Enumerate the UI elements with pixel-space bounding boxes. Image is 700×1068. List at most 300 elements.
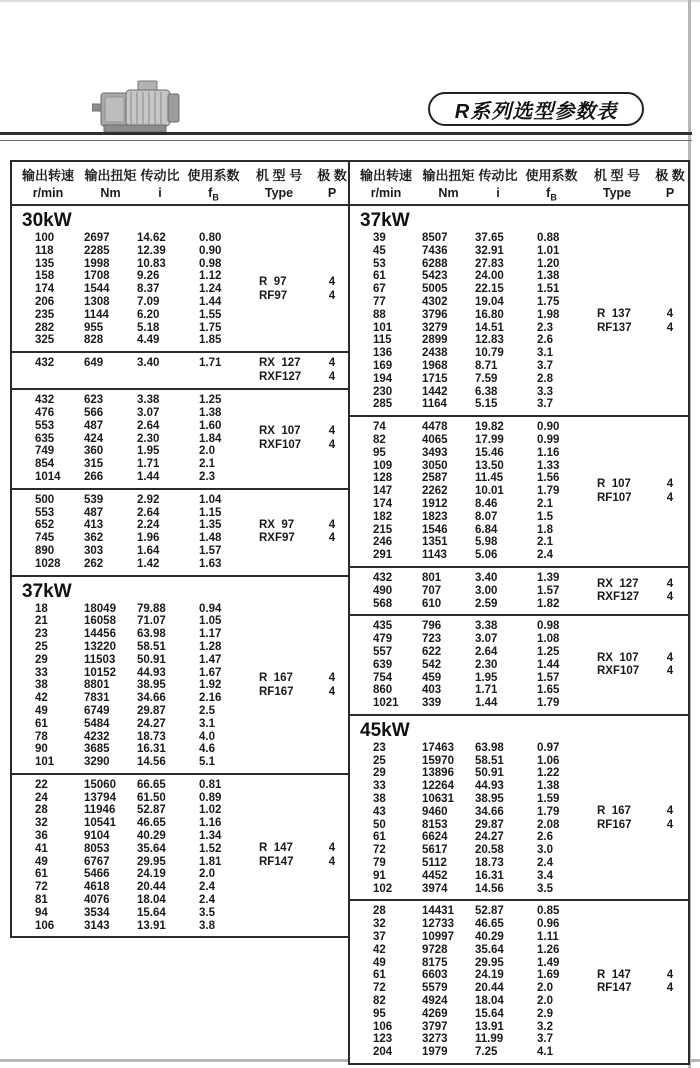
cell-torque: 649 (84, 357, 104, 370)
table-row (350, 857, 582, 870)
data-block (350, 206, 688, 417)
column-header-speed (12, 165, 84, 203)
cell-speed: 194 (373, 372, 393, 385)
cell-fb: 2.1 (199, 458, 215, 471)
table-row (350, 549, 582, 562)
table-row (350, 572, 582, 585)
data-block (350, 417, 688, 568)
column-header-poles (314, 165, 350, 203)
cell-ratio: 29.95 (137, 855, 166, 868)
table-row (350, 485, 582, 498)
cell-speed: 82 (373, 433, 386, 446)
power-section-heading: 37kW (360, 210, 410, 231)
cell-speed: 106 (35, 919, 55, 932)
cell-fb: 1.44 (199, 295, 222, 308)
type-entry (582, 652, 688, 666)
cell-fb: 1.51 (537, 283, 560, 296)
cell-speed: 61 (35, 868, 48, 881)
model-type-label: R 167 (597, 805, 631, 818)
cell-ratio: 5.15 (475, 398, 498, 411)
cell-speed: 118 (35, 244, 54, 257)
motor-body (126, 90, 170, 126)
type-entry (582, 665, 688, 679)
table-row (350, 931, 582, 944)
pole-count: 4 (328, 672, 336, 685)
table-row (12, 258, 244, 271)
cell-torque: 3273 (422, 1033, 448, 1046)
cell-fb: 2.9 (537, 1007, 553, 1020)
column-label-zh: 输出扭矩 (422, 168, 475, 184)
type-column (582, 905, 688, 1059)
cell-ratio: 3.38 (137, 394, 160, 407)
cell-speed: 45 (373, 244, 386, 257)
pole-count: 4 (328, 276, 336, 289)
cell-speed: 18 (35, 602, 48, 615)
cell-speed: 282 (35, 321, 55, 334)
table-row (350, 434, 582, 447)
table-row (12, 907, 244, 920)
cell-fb: 2.0 (537, 982, 553, 995)
data-rows (12, 394, 244, 484)
cell-ratio: 18.04 (137, 894, 166, 907)
data-block (350, 901, 688, 1063)
type-entry (244, 842, 350, 856)
cell-torque: 8507 (422, 232, 448, 244)
table-row (350, 659, 582, 672)
pole-count: 4 (328, 685, 336, 698)
cell-ratio: 24.27 (137, 717, 166, 730)
cell-ratio: 5.98 (475, 536, 498, 549)
column-unit: Nm (438, 186, 459, 201)
table-row (12, 420, 244, 433)
cell-speed: 1021 (373, 697, 399, 710)
table-row (12, 545, 244, 558)
cell-speed: 135 (35, 257, 55, 270)
cell-ratio: 15.64 (475, 1007, 504, 1020)
cell-fb: 1.49 (537, 956, 560, 969)
type-column (244, 494, 350, 571)
mounting-feet (104, 125, 166, 132)
cell-speed: 1028 (35, 557, 61, 570)
column-header-fb (183, 165, 244, 203)
data-block (12, 390, 350, 490)
cell-fb: 1.20 (537, 257, 560, 270)
cell-speed: 174 (373, 497, 393, 510)
cell-fb: 1.57 (537, 671, 560, 684)
cell-speed: 123 (373, 1033, 393, 1046)
cell-speed: 101 (373, 321, 393, 334)
cell-speed: 553 (35, 419, 55, 432)
cell-fb: 1.69 (537, 969, 560, 982)
cell-speed: 235 (35, 308, 55, 321)
cell-speed: 37 (373, 931, 386, 944)
cell-fb: 3.5 (537, 882, 553, 895)
cell-speed: 23 (35, 628, 48, 641)
table-row (350, 1033, 582, 1046)
cell-ratio: 12.83 (475, 334, 504, 347)
cell-torque: 14456 (84, 628, 116, 641)
cell-fb: 1.04 (199, 493, 222, 506)
table-row (12, 654, 244, 667)
cell-fb: 1.34 (199, 830, 222, 843)
table-row (350, 270, 582, 283)
type-entry (244, 532, 350, 546)
cell-ratio: 18.04 (475, 995, 504, 1008)
cell-fb: 0.89 (199, 791, 222, 804)
column-unit: Type (264, 186, 294, 201)
gearbox-cover (105, 97, 124, 122)
cell-ratio: 35.64 (137, 842, 166, 855)
type-entry (582, 308, 688, 322)
cell-ratio: 6.20 (137, 308, 160, 321)
cell-fb: 1.26 (537, 943, 560, 956)
type-entry (244, 290, 350, 304)
table-row (12, 718, 244, 731)
column-unit: i (158, 186, 162, 201)
cell-ratio: 1.71 (475, 684, 498, 697)
table-row (350, 944, 582, 957)
page-title: R系列选型参数表 (454, 100, 618, 123)
cell-fb: 1.71 (199, 357, 222, 370)
cell-torque: 4269 (422, 1007, 448, 1020)
table-row (350, 969, 582, 982)
cell-speed: 94 (35, 906, 48, 919)
cell-torque: 4478 (422, 421, 448, 434)
cell-ratio: 24.19 (475, 969, 504, 982)
data-rows (350, 905, 582, 1059)
data-rows (350, 620, 582, 710)
cell-ratio: 10.83 (137, 257, 166, 270)
table-row (350, 819, 582, 832)
type-entry (582, 492, 688, 506)
cell-ratio: 24.27 (475, 831, 504, 844)
cell-speed: 90 (35, 743, 48, 756)
cell-fb: 1.28 (199, 640, 222, 653)
cell-torque: 15970 (422, 754, 454, 767)
cell-torque: 3796 (422, 308, 448, 321)
cell-torque: 16058 (84, 615, 116, 628)
type-entry (582, 322, 688, 336)
column-header-torque (422, 165, 475, 203)
cell-torque: 303 (84, 544, 104, 557)
column-unit: Type (602, 186, 632, 201)
cell-fb: 1.75 (537, 295, 560, 308)
cell-torque: 13896 (422, 767, 454, 780)
cell-speed: 147 (373, 485, 393, 498)
cell-fb: 2.0 (199, 868, 215, 881)
cell-speed: 82 (373, 995, 386, 1008)
cell-fb: 2.0 (199, 445, 215, 458)
type-entry (244, 686, 350, 700)
table-row (12, 756, 244, 769)
page-edge-top (0, 0, 700, 2)
cell-speed: 32 (35, 817, 48, 830)
data-rows (350, 421, 582, 562)
table-row (12, 679, 244, 692)
data-block (12, 577, 350, 775)
cell-fb: 1.59 (537, 793, 560, 806)
model-type-label: R 147 (259, 842, 293, 855)
cell-speed: 33 (35, 666, 48, 679)
column-label-zh: 输出扭矩 (84, 168, 137, 184)
model-type-label: R 137 (597, 308, 631, 321)
cell-fb: 0.85 (537, 905, 560, 918)
cell-ratio: 8.37 (137, 283, 160, 296)
cell-torque: 6767 (84, 855, 110, 868)
cell-torque: 1998 (84, 257, 110, 270)
column-unit: r/min (370, 186, 402, 201)
cell-speed: 25 (373, 754, 386, 767)
cell-ratio: 27.83 (475, 257, 504, 270)
data-rows (12, 779, 244, 933)
cell-torque: 3050 (422, 459, 448, 472)
cell-torque: 1968 (422, 359, 448, 372)
type-column (582, 421, 688, 562)
table-row (350, 245, 582, 258)
cell-speed: 158 (35, 270, 55, 283)
cell-torque: 3534 (84, 906, 110, 919)
cell-torque: 5484 (84, 717, 110, 730)
cell-ratio: 71.07 (137, 615, 166, 628)
cell-fb: 1.82 (537, 597, 560, 610)
table-row (12, 296, 244, 309)
cell-fb: 1.33 (537, 459, 560, 472)
cell-torque: 15060 (84, 778, 116, 791)
table-row (350, 780, 582, 793)
cell-fb: 1.22 (537, 767, 560, 780)
type-column (244, 232, 350, 347)
block-content (350, 742, 688, 896)
table-row (350, 831, 582, 844)
data-block (12, 353, 350, 390)
cell-ratio: 40.29 (137, 830, 166, 843)
table-row (350, 755, 582, 768)
cell-fb: 1.57 (537, 584, 560, 597)
cell-fb: 1.98 (537, 308, 560, 321)
table-row (12, 357, 244, 370)
cell-ratio: 63.98 (137, 628, 166, 641)
cell-speed: 182 (373, 510, 393, 523)
cell-torque: 1144 (84, 308, 109, 321)
cell-fb: 1.81 (199, 855, 222, 868)
table-row (350, 398, 582, 411)
table-row (350, 870, 582, 883)
cell-fb: 2.08 (537, 818, 560, 831)
cell-ratio: 3.07 (137, 406, 160, 419)
column-unit: i (496, 186, 500, 201)
cell-fb: 1.56 (537, 472, 560, 485)
cell-speed: 1014 (35, 470, 61, 483)
type-entry (582, 982, 688, 996)
cell-ratio: 6.38 (475, 385, 498, 398)
table-row (12, 232, 244, 245)
cell-fb: 3.7 (537, 359, 553, 372)
cell-ratio: 16.31 (475, 869, 504, 882)
table-row (12, 445, 244, 458)
cell-torque: 5466 (84, 868, 110, 881)
table-row (350, 995, 582, 1008)
cell-fb: 3.1 (537, 347, 553, 360)
cell-fb: 1.79 (537, 805, 560, 818)
cell-ratio: 3.40 (475, 571, 498, 584)
cell-speed: 557 (373, 645, 393, 658)
data-block (12, 490, 350, 577)
column-unit: Nm (100, 186, 121, 201)
cell-fb: 3.7 (537, 398, 553, 411)
type-column (244, 603, 350, 769)
cell-speed: 291 (373, 549, 393, 562)
table-row (12, 494, 244, 507)
cell-ratio: 3.38 (475, 620, 498, 633)
table-row (12, 270, 244, 283)
pole-count: 4 (328, 518, 336, 531)
cell-fb: 1.79 (537, 485, 560, 498)
cell-fb: 2.1 (537, 497, 553, 510)
cell-speed: 32 (373, 918, 386, 931)
cell-torque: 566 (84, 406, 104, 419)
cell-speed: 49 (35, 855, 48, 868)
cell-fb: 0.90 (199, 244, 222, 257)
cell-speed: 67 (373, 283, 386, 296)
cell-torque: 7831 (84, 692, 110, 705)
cell-torque: 2697 (84, 232, 110, 244)
cell-torque: 13220 (84, 640, 116, 653)
cell-torque: 8153 (422, 818, 448, 831)
table-row (12, 628, 244, 641)
cell-ratio: 17.99 (475, 433, 504, 446)
cell-fb: 3.4 (537, 869, 553, 882)
table-row (350, 386, 582, 399)
cell-speed: 43 (373, 805, 386, 818)
cell-ratio: 5.06 (475, 549, 498, 562)
cell-torque: 3797 (422, 1020, 448, 1033)
cell-torque: 487 (84, 419, 104, 432)
type-entry (582, 591, 688, 605)
table-row (350, 672, 582, 685)
cell-ratio: 14.51 (475, 321, 504, 334)
pole-count: 4 (328, 357, 336, 370)
cell-speed: 22 (35, 778, 48, 791)
table-row (350, 232, 582, 245)
header-rule-thin (0, 140, 692, 141)
model-type-label: RX 107 (597, 651, 639, 664)
table-row (350, 283, 582, 296)
model-type-label: RX 127 (597, 577, 639, 590)
cell-fb: 3.7 (537, 1033, 553, 1046)
table-row (12, 667, 244, 680)
cell-ratio: 32.91 (475, 244, 504, 257)
pole-count: 4 (666, 577, 674, 590)
cell-speed: 50 (373, 818, 386, 831)
cell-ratio: 2.64 (137, 419, 160, 432)
cell-ratio: 40.29 (475, 931, 504, 944)
cell-speed: 33 (373, 780, 386, 793)
column-label-zh: 传动比 (140, 168, 180, 184)
cell-torque: 622 (422, 645, 442, 658)
table-row (350, 982, 582, 995)
cell-torque: 1979 (422, 1046, 448, 1059)
column-unit-subscript: B (212, 192, 219, 203)
type-entry (244, 371, 350, 385)
cell-fb: 2.3 (537, 321, 553, 334)
cell-ratio: 35.64 (475, 943, 504, 956)
cell-torque: 6749 (84, 704, 110, 717)
column-header-type (244, 165, 314, 203)
cell-speed: 29 (35, 653, 48, 666)
table-row (350, 585, 582, 598)
cell-ratio: 52.87 (475, 905, 504, 918)
cell-speed: 435 (373, 620, 393, 633)
table-row (350, 957, 582, 970)
cell-ratio: 50.91 (475, 767, 504, 780)
type-entry (244, 276, 350, 290)
table-row (350, 633, 582, 646)
table-row (12, 615, 244, 628)
cell-fb: 0.98 (199, 257, 222, 270)
cell-speed: 29 (373, 767, 386, 780)
block-content (12, 232, 350, 347)
block-content (12, 357, 350, 384)
cell-torque: 4065 (422, 433, 448, 446)
cell-speed: 38 (35, 679, 48, 692)
block-content (350, 572, 688, 610)
cell-fb: 2.6 (537, 831, 553, 844)
cell-ratio: 9.26 (137, 270, 160, 283)
cell-ratio: 46.65 (475, 918, 504, 931)
cell-fb: 0.98 (537, 620, 560, 633)
cell-ratio: 2.30 (475, 658, 498, 671)
cell-fb: 2.4 (537, 549, 553, 562)
cell-speed: 215 (373, 523, 393, 536)
cell-torque: 1442 (422, 385, 448, 398)
table-row (350, 373, 582, 386)
column-label-zh: 输出转速 (21, 168, 74, 184)
column-unit: P (327, 186, 337, 201)
cell-fb: 1.15 (199, 506, 222, 519)
cell-fb: 2.4 (199, 881, 215, 894)
cell-torque: 18049 (84, 602, 116, 615)
cell-ratio: 3.40 (137, 357, 160, 370)
model-type-label: R 107 (597, 478, 631, 491)
cell-fb: 0.90 (537, 421, 560, 434)
column-unit-subscript: B (550, 192, 557, 203)
cell-fb: 1.38 (537, 270, 560, 283)
cell-speed: 639 (373, 658, 393, 671)
cell-fb: 1.25 (537, 645, 560, 658)
cell-speed: 652 (35, 519, 55, 532)
block-content (350, 232, 688, 411)
cell-speed: 88 (373, 308, 386, 321)
cell-fb: 0.96 (537, 918, 560, 931)
table-row (12, 394, 244, 407)
cell-ratio: 20.44 (137, 881, 166, 894)
power-section-heading: 37kW (22, 580, 72, 602)
cell-speed: 41 (35, 842, 48, 855)
cell-fb: 1.75 (199, 321, 222, 334)
table-row (350, 905, 582, 918)
cell-speed: 78 (35, 730, 48, 743)
cell-ratio: 66.65 (137, 778, 166, 791)
block-content (350, 620, 688, 710)
cell-speed: 479 (373, 633, 393, 646)
model-type-label: RF167 (259, 685, 294, 698)
table-row (12, 322, 244, 335)
cell-fb: 1.44 (537, 658, 560, 671)
cell-torque: 1912 (422, 497, 448, 510)
pole-count: 4 (328, 842, 336, 855)
cell-speed: 77 (373, 295, 386, 308)
table-row (12, 519, 244, 532)
